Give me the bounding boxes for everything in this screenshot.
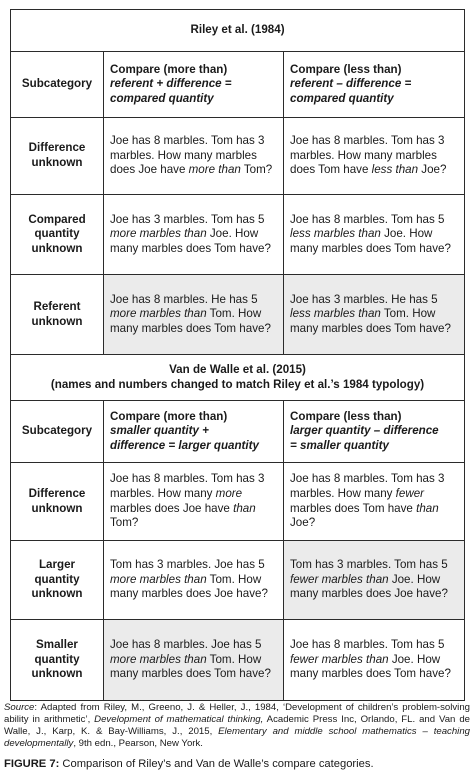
vdw-row-3-more-cell — [104, 620, 284, 701]
subcategory-label-line: unknown — [31, 156, 83, 169]
subcategory-label-line: Difference — [28, 141, 86, 155]
cell-text: Tom. How many marbles does Tom have? — [110, 307, 271, 335]
cell-text: marbles does Tom have — [290, 501, 417, 515]
vdw-section-heading-row — [11, 355, 465, 401]
subcategory-label-line: Difference — [28, 486, 86, 500]
source-note — [4, 702, 470, 750]
subcategory-label-line: quantity — [34, 652, 80, 666]
cell-text: Joe has 8 marbles. Tom has 3 marbles. How many marbles does Joe have — [110, 134, 265, 177]
source-title: Development of mathematical thinking, — [94, 714, 264, 725]
vdw-row-3-subcategory — [11, 620, 104, 701]
riley-section-heading: Riley et al. (1984) — [11, 10, 465, 52]
table-row — [11, 463, 465, 541]
vdw-row-1-more-cell — [104, 463, 284, 541]
riley-header-row — [11, 52, 465, 118]
vdw-row-2-subcategory — [11, 541, 104, 620]
riley-more-title: Compare (more than) — [110, 62, 228, 76]
vdw-section-heading — [11, 355, 465, 401]
source-text: Academic Press Inc, Orlando, FL. and Van de Walle, J., Karp, K. & Bay-Williams, J., 2015, — [4, 714, 470, 737]
cell-text: Joe has 8 marbles. Tom has 3 marbles. How many — [110, 472, 265, 500]
riley-more-formula-2: compared quantity — [110, 91, 214, 105]
riley-row-3-less-cell — [284, 275, 465, 355]
riley-row-1-less-cell — [284, 118, 465, 195]
riley-row-1-more-cell — [104, 118, 284, 195]
figure-caption — [4, 757, 374, 771]
cell-text: Joe has 8 marbles. He has 5 — [110, 292, 258, 306]
cell-emphasis: more marbles than — [110, 652, 207, 666]
vdw-heading-line-1: Van de Walle et al. (2015) — [169, 362, 306, 376]
vdw-more-formula-2: difference = larger quantity — [110, 438, 259, 452]
cell-text: Joe has 8 marbles. Tom has 3 marbles. How many — [290, 472, 445, 500]
cell-emphasis: than — [416, 501, 439, 515]
table-row — [11, 541, 465, 620]
vdw-less-formula-1: larger quantity – difference — [290, 424, 439, 438]
vdw-row-2-more-cell — [104, 541, 284, 620]
vdw-less-title: Compare (less than) — [290, 409, 402, 423]
cell-emphasis: fewer marbles than — [290, 652, 389, 666]
subcategory-label-line: Compared — [28, 212, 86, 226]
subcategory-label-line: unknown — [31, 501, 83, 515]
cell-text: Tom has 3 marbles. Joe has 5 — [110, 558, 265, 572]
subcategory-label-line: unknown — [31, 667, 83, 681]
cell-text: Tom. How many marbles does Joe have? — [110, 572, 268, 601]
source-text: , 9th edn., Pearson, New York. — [73, 738, 203, 749]
cell-text: Joe? — [290, 516, 316, 530]
cell-emphasis: fewer — [395, 486, 425, 500]
riley-more-formula-1: referent + difference = — [110, 77, 232, 91]
cell-text: Tom has 3 marbles. Tom has 5 — [290, 558, 448, 572]
cell-text: Joe has 3 marbles. He has 5 — [290, 292, 438, 306]
cell-emphasis: fewer marbles than — [290, 572, 389, 586]
riley-less-formula-1: referent – difference = — [290, 77, 412, 91]
source-title: Elementary and middle school mathematics – teaching developmentally — [4, 726, 470, 749]
cell-emphasis: more — [215, 486, 243, 500]
cell-text: Tom. How many marbles does Tom have? — [290, 307, 451, 335]
table-row — [11, 195, 465, 275]
riley-less-title: Compare (less than) — [290, 62, 402, 76]
vdw-heading-line-2: (names and numbers changed to match Riley et al.’s 1984 typology) — [50, 377, 425, 391]
cell-text: marbles does Joe have — [110, 501, 234, 515]
cell-emphasis: more marbles than — [110, 227, 207, 241]
subcategory-label-line: quantity — [34, 227, 80, 241]
vdw-more-formula-1: smaller quantity + — [110, 424, 209, 438]
riley-less-header — [284, 52, 465, 118]
vdw-subcategory-header: Subcategory — [11, 401, 104, 463]
table-row — [11, 118, 465, 195]
cell-emphasis: more marbles than — [110, 307, 207, 321]
figure-caption-text: Comparison of Riley’s and Van de Walle’s compare categories. — [59, 758, 374, 770]
riley-less-formula-2: compared quantity — [290, 91, 394, 105]
vdw-less-formula-2: = smaller quantity — [290, 438, 389, 452]
riley-row-2-more-cell — [104, 195, 284, 275]
cell-text: Tom? — [240, 163, 273, 177]
cell-text: Joe. How many marbles does Tom have? — [110, 227, 271, 255]
riley-subcategory-header: Subcategory — [11, 52, 104, 118]
cell-text: Tom? — [110, 516, 139, 530]
cell-text: Joe has 8 marbles. Tom has 5 — [290, 212, 445, 226]
cell-text: Joe. How many marbles does Joe have? — [290, 572, 448, 601]
figure-caption-label: FIGURE 7: — [4, 758, 60, 770]
cell-emphasis: than — [233, 501, 256, 515]
riley-row-2-subcategory — [11, 195, 104, 275]
source-label: Source — [4, 702, 35, 713]
cell-emphasis: less marbles than — [290, 307, 381, 321]
vdw-row-3-less-cell — [284, 620, 465, 701]
subcategory-label-line: Larger — [38, 558, 76, 572]
vdw-row-1-subcategory — [11, 463, 104, 541]
subcategory-label-line: Referent — [33, 299, 81, 313]
vdw-more-title: Compare (more than) — [110, 409, 228, 423]
cell-text: Tom. How many marbles does Tom have? — [110, 652, 271, 681]
cell-emphasis: more marbles than — [110, 572, 207, 586]
subcategory-label-line: Smaller — [36, 638, 78, 652]
subcategory-label-line: quantity — [34, 572, 80, 586]
vdw-less-header — [284, 401, 465, 463]
riley-row-2-less-cell — [284, 195, 465, 275]
cell-text: Joe? — [418, 163, 447, 177]
subcategory-label-line: unknown — [31, 587, 83, 601]
vdw-row-1-less-cell — [284, 463, 465, 541]
cell-text: Joe. How many marbles does Tom have? — [290, 227, 451, 255]
riley-more-header — [104, 52, 284, 118]
cell-text: Joe has 3 marbles. Tom has 5 — [110, 212, 265, 226]
cell-emphasis: less marbles than — [290, 227, 381, 241]
cell-text: Joe has 8 marbles. Tom has 3 marbles. How many marbles does Tom have — [290, 134, 445, 177]
vdw-more-header — [104, 401, 284, 463]
riley-row-1-subcategory — [11, 118, 104, 195]
riley-row-3-subcategory — [11, 275, 104, 355]
vdw-header-row — [11, 401, 465, 463]
subcategory-label-line: unknown — [31, 241, 83, 255]
subcategory-label-line: unknown — [31, 314, 83, 328]
cell-text: Joe has 8 marbles. Joe has 5 — [110, 638, 262, 652]
comparison-table — [10, 9, 465, 701]
riley-row-3-more-cell — [104, 275, 284, 355]
cell-emphasis: less than — [371, 163, 419, 177]
table-row — [11, 620, 465, 701]
cell-emphasis: more than — [188, 163, 241, 177]
table-row — [11, 275, 465, 355]
source-text: : Adapted from Riley, M., Greeno, J. & Heller, J., 1984, ‘Development of children’s problem-solving ability in arithmetic’, — [4, 702, 470, 725]
vdw-row-2-less-cell — [284, 541, 465, 620]
cell-text: Joe. How many marbles does Tom have? — [290, 652, 451, 681]
riley-section-heading-row — [11, 10, 465, 52]
cell-text: Joe has 8 marbles. Tom has 5 — [290, 638, 445, 652]
